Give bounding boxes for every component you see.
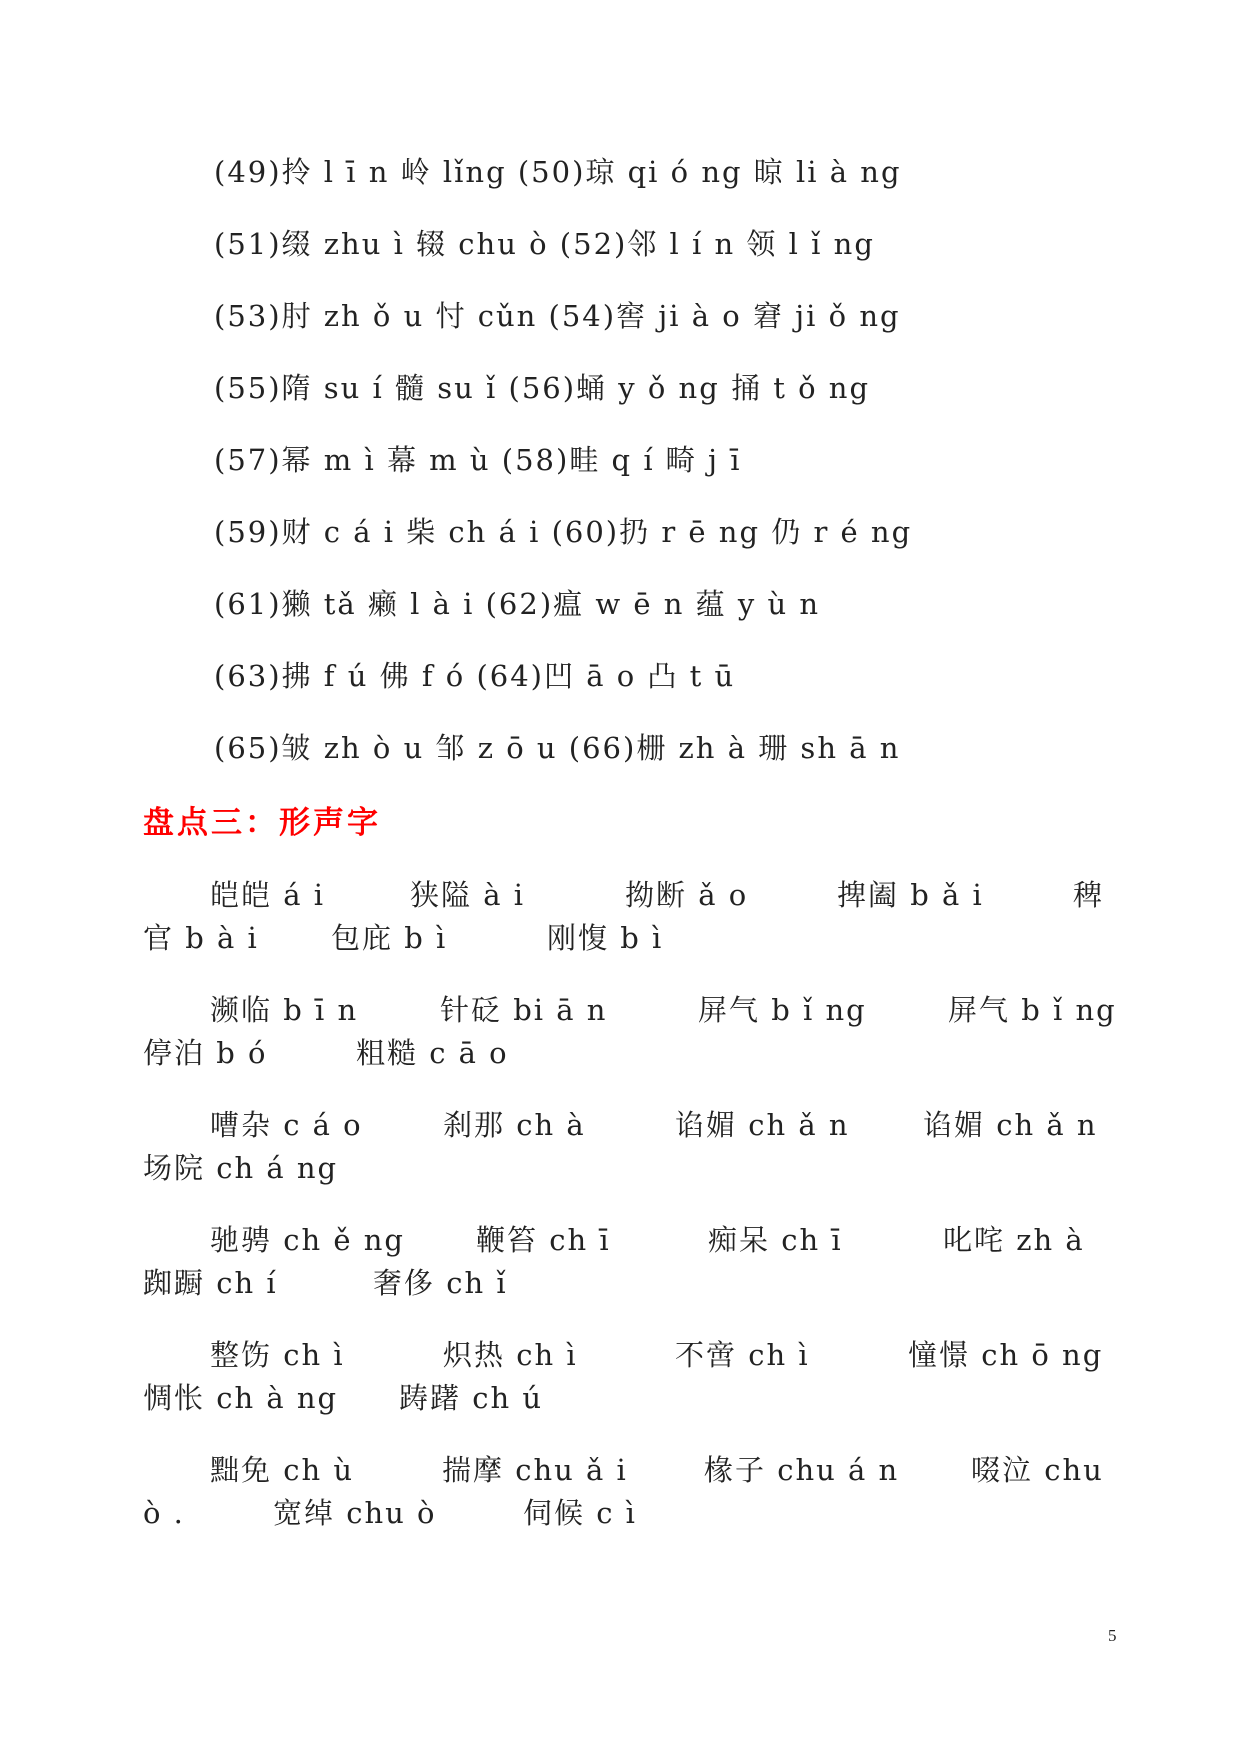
paragraph-row	[143, 1032, 1113, 1075]
word-entry: 刹那 ch à	[443, 1108, 586, 1142]
word-paragraph	[143, 874, 1113, 960]
word-entry: 停泊 b ó	[143, 1036, 268, 1070]
pinyin-line-63-64: (63)拂 f ú 佛 f ó (64)凹 ā o 凸 t ū	[214, 659, 736, 693]
pinyin-line-59-60: (59)财 c á i 柴 ch á i (60)扔 r ē ng 仍 r é ng	[214, 515, 913, 549]
word-entry: 揣摩 chu ǎ i	[442, 1453, 628, 1487]
word-entry: 粗糙 c ā o	[356, 1036, 509, 1070]
word-entry: 椽子 chu á n	[704, 1453, 900, 1487]
paragraph-row	[143, 989, 1117, 1032]
word-entry: 憧憬 ch ō ng	[908, 1338, 1104, 1372]
word-paragraph	[143, 1449, 1113, 1535]
word-entry: 宽绰 chu ò	[273, 1496, 437, 1530]
pinyin-line-61-62: (61)獭 tǎ 癞 l à i (62)瘟 w ē n 蕴 y ù n	[214, 587, 821, 621]
word-entry: 刚愎 b ì	[547, 921, 664, 955]
word-entry: 鞭笞 ch ī	[476, 1223, 611, 1257]
word-entry: 啜泣 chu	[971, 1453, 1104, 1487]
paragraph-row	[143, 1449, 1113, 1492]
section-heading: 盘点三：形声字	[143, 805, 381, 841]
word-entry: 踌躇 ch ú	[399, 1381, 544, 1415]
paragraph-row	[143, 1334, 1113, 1377]
word-entry: 整饬 ch ì	[210, 1338, 345, 1372]
pinyin-line-51-52: (51)缀 zhu ì 辍 chu ò (52)邻 l í n 领 l ǐ ng	[214, 227, 875, 261]
word-entry: 捭阖 b ǎ i	[837, 878, 984, 912]
word-paragraph	[143, 1219, 1113, 1305]
paragraph-row	[143, 1492, 1113, 1535]
word-paragraph	[143, 989, 1117, 1075]
word-entry: 皑皑 á i	[210, 878, 326, 912]
word-entry: 场院 ch á ng	[143, 1151, 339, 1185]
paragraph-row	[143, 1262, 1113, 1305]
word-paragraph	[143, 1334, 1113, 1420]
word-entry: 伺候 c ì	[523, 1496, 637, 1530]
paragraph-row	[143, 1147, 1113, 1190]
word-entry: 不啻 ch ì	[675, 1338, 810, 1372]
word-entry: 踟蹰 ch í	[143, 1266, 278, 1300]
word-entry: 叱咤 zh à	[943, 1223, 1085, 1257]
pinyin-line-65-66: (65)皱 zh ò u 邹 z ō u (66)栅 zh à 珊 sh ā n	[214, 731, 901, 765]
word-entry: 狭隘 à i	[410, 878, 526, 912]
paragraph-row	[143, 1219, 1113, 1262]
word-entry: 炽热 ch ì	[443, 1338, 578, 1372]
pinyin-line-57-58: (57)幂 m ì 幕 m ù (58)畦 q í 畸 j ī	[214, 443, 742, 477]
word-entry: ò .	[143, 1496, 185, 1530]
word-entry: 驰骋 ch ě ng	[210, 1223, 405, 1257]
word-entry: 官 b à i	[143, 921, 259, 955]
paragraph-row	[143, 917, 1113, 960]
word-entry: 包庇 b ì	[331, 921, 448, 955]
word-entry: 奢侈 ch ǐ	[373, 1266, 508, 1300]
pinyin-line-49-50: (49)拎 l ī n 岭 lǐng (50)琼 qi ó ng 晾 li à ng	[214, 155, 902, 189]
paragraph-row	[143, 1104, 1113, 1147]
word-paragraph	[143, 1104, 1113, 1190]
word-entry: 拗断 ǎ o	[625, 878, 749, 912]
paragraph-row	[143, 874, 1113, 917]
word-entry: 稗	[1073, 878, 1105, 912]
word-entry: 屏气 b ǐ ng	[948, 993, 1117, 1027]
word-entry: 濒临 b ī n	[210, 993, 359, 1027]
pinyin-line-55-56: (55)隋 su í 髓 su ǐ (56)蛹 y ǒ ng 捅 t ǒ ng	[214, 371, 871, 405]
word-entry: 惆怅 ch à ng	[143, 1381, 339, 1415]
word-entry: 谄媚 ch ǎ n	[923, 1108, 1098, 1142]
word-entry: 黜免 ch ù	[210, 1453, 355, 1487]
page-number: 5	[1108, 1626, 1117, 1645]
word-entry: 针砭 bi ā n	[440, 993, 608, 1027]
word-entry: 痴呆 ch ī	[708, 1223, 843, 1257]
paragraph-row	[143, 1377, 1113, 1420]
word-entry: 屏气 b ǐ ng	[698, 993, 867, 1027]
pinyin-line-53-54: (53)肘 zh ǒ u 忖 cǔn (54)窖 ji à o 窘 ji ǒ ng	[214, 299, 901, 333]
word-entry: 嘈杂 c á o	[210, 1108, 363, 1142]
word-entry: 谄媚 ch ǎ n	[675, 1108, 850, 1142]
